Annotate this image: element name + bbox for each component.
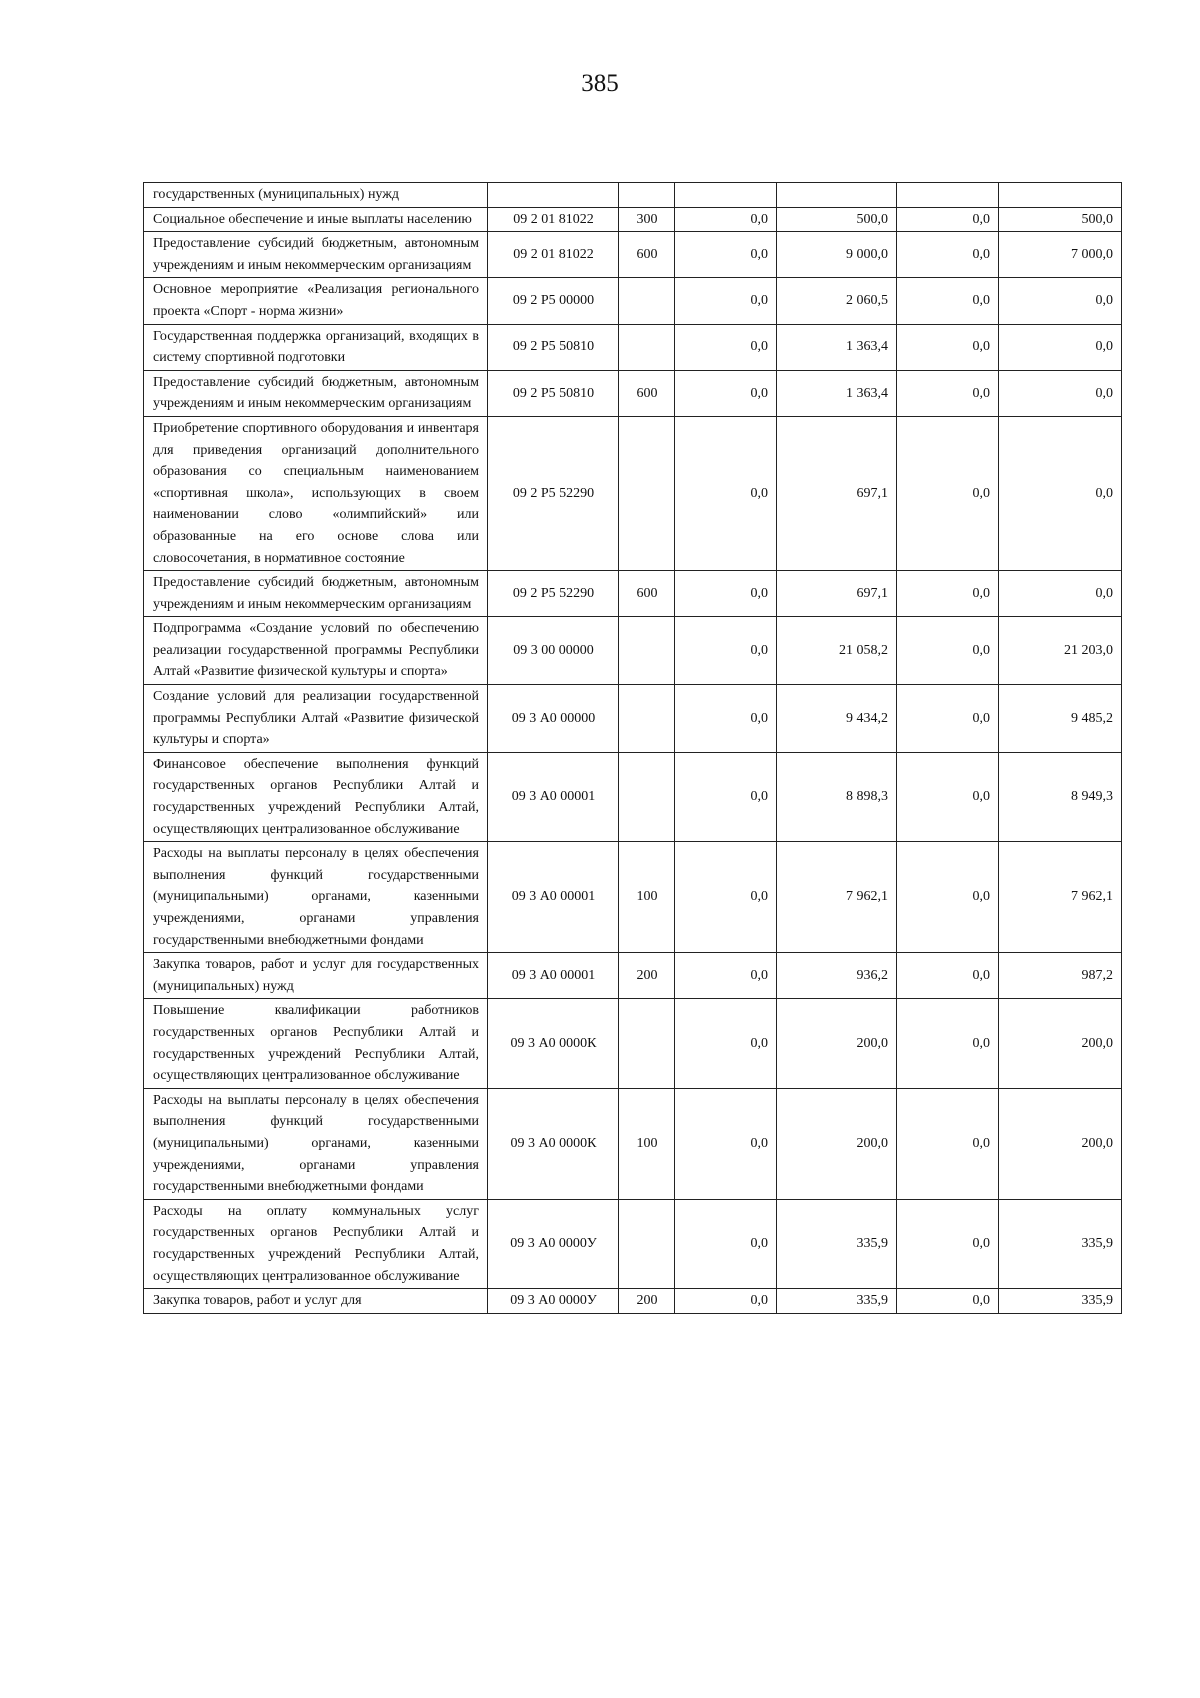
row-value-4-cell: 200,0: [999, 999, 1122, 1088]
row-value-1-cell: 0,0: [675, 752, 777, 841]
row-value-1-cell: 0,0: [675, 278, 777, 324]
row-value-1-cell: 0,0: [675, 416, 777, 570]
row-value-2-cell: 335,9: [777, 1199, 897, 1288]
row-code-cell: 09 3 А0 0000К: [488, 999, 619, 1088]
row-expense-type-cell: [619, 1199, 675, 1288]
row-expense-type-cell: [619, 183, 675, 208]
row-code-cell: 09 2 01 81022: [488, 207, 619, 232]
row-code-cell: 09 3 А0 0000У: [488, 1199, 619, 1288]
budget-table: [143, 182, 1122, 1314]
row-value-3-cell: 0,0: [897, 571, 999, 617]
row-value-3-cell: 0,0: [897, 999, 999, 1088]
table-row: [144, 953, 1122, 999]
row-expense-type-cell: [619, 617, 675, 685]
row-name-cell: Социальное обеспечение и иные выплаты населению: [144, 207, 488, 232]
table-row: [144, 324, 1122, 370]
row-value-3-cell: 0,0: [897, 1199, 999, 1288]
row-value-4-cell: 0,0: [999, 370, 1122, 416]
table-row: [144, 842, 1122, 953]
row-name-cell: Закупка товаров, работ и услуг для государственных (муниципальных) нужд: [144, 953, 488, 999]
row-value-2-cell: 697,1: [777, 416, 897, 570]
row-value-3-cell: 0,0: [897, 685, 999, 753]
row-value-2-cell: 7 962,1: [777, 842, 897, 953]
row-name-cell: Приобретение спортивного оборудования и инвентаря для приведения организаций дополнительного образования со специальным наименованием «спортивная школа», использующих в своем наименовании слово «олимпийский» или образованные на его основе слова или словосочетания, в нормативное состояние: [144, 416, 488, 570]
row-name-cell: государственных (муниципальных) нужд: [144, 183, 488, 208]
row-code-cell: 09 2 P5 00000: [488, 278, 619, 324]
row-value-3-cell: 0,0: [897, 232, 999, 278]
row-value-1-cell: 0,0: [675, 571, 777, 617]
row-code-cell: 09 3 А0 00000: [488, 685, 619, 753]
row-value-3-cell: 0,0: [897, 953, 999, 999]
row-value-4-cell: 335,9: [999, 1199, 1122, 1288]
row-expense-type-cell: 600: [619, 571, 675, 617]
row-code-cell: 09 3 А0 00001: [488, 752, 619, 841]
row-expense-type-cell: 100: [619, 842, 675, 953]
row-value-4-cell: 0,0: [999, 324, 1122, 370]
row-code-cell: 09 2 P5 50810: [488, 324, 619, 370]
row-expense-type-cell: [619, 999, 675, 1088]
table-row: [144, 571, 1122, 617]
row-value-4-cell: 7 000,0: [999, 232, 1122, 278]
row-code-cell: 09 3 А0 0000У: [488, 1289, 619, 1314]
row-expense-type-cell: [619, 416, 675, 570]
page-number: 385: [581, 70, 619, 97]
row-value-1-cell: 0,0: [675, 370, 777, 416]
row-value-4-cell: 0,0: [999, 571, 1122, 617]
row-name-cell: Расходы на выплаты персоналу в целях обеспечения выполнения функций государственными (муниципальными) органами, казенными учреждениями, органами управления государственными внебюджетными фондами: [144, 842, 488, 953]
row-value-1-cell: 0,0: [675, 1289, 777, 1314]
row-value-1-cell: 0,0: [675, 1199, 777, 1288]
row-name-cell: Финансовое обеспечение выполнения функций государственных органов Республики Алтай и государственных учреждений Республики Алтай, осуществляющих централизованное обслуживание: [144, 752, 488, 841]
table-row: [144, 1289, 1122, 1314]
row-code-cell: 09 3 А0 00001: [488, 842, 619, 953]
row-expense-type-cell: [619, 278, 675, 324]
row-value-2-cell: 1 363,4: [777, 324, 897, 370]
row-value-2-cell: 936,2: [777, 953, 897, 999]
row-code-cell: 09 2 P5 52290: [488, 571, 619, 617]
row-value-3-cell: 0,0: [897, 207, 999, 232]
row-name-cell: Расходы на оплату коммунальных услуг государственных органов Республики Алтай и государственных учреждений Республики Алтай, осуществляющих централизованное обслуживание: [144, 1199, 488, 1288]
row-value-1-cell: 0,0: [675, 685, 777, 753]
row-name-cell: Предоставление субсидий бюджетным, автономным учреждениям и иным некоммерческим организациям: [144, 232, 488, 278]
row-value-2-cell: 9 000,0: [777, 232, 897, 278]
row-code-cell: 09 2 01 81022: [488, 232, 619, 278]
table-row: [144, 370, 1122, 416]
row-name-cell: Закупка товаров, работ и услуг для: [144, 1289, 488, 1314]
row-value-3-cell: 0,0: [897, 752, 999, 841]
row-value-1-cell: 0,0: [675, 617, 777, 685]
table-row: [144, 617, 1122, 685]
row-value-3-cell: 0,0: [897, 416, 999, 570]
row-value-1-cell: 0,0: [675, 207, 777, 232]
row-value-3-cell: [897, 183, 999, 208]
row-value-4-cell: 0,0: [999, 278, 1122, 324]
row-value-2-cell: 8 898,3: [777, 752, 897, 841]
row-name-cell: Подпрограмма «Создание условий по обеспечению реализации государственной программы Республики Алтай «Развитие физической культуры и спорта»: [144, 617, 488, 685]
row-expense-type-cell: 300: [619, 207, 675, 232]
table-row: [144, 752, 1122, 841]
table-row: [144, 999, 1122, 1088]
row-name-cell: Предоставление субсидий бюджетным, автономным учреждениям и иным некоммерческим организациям: [144, 571, 488, 617]
row-value-1-cell: 0,0: [675, 953, 777, 999]
row-value-3-cell: 0,0: [897, 617, 999, 685]
row-code-cell: 09 3 А0 0000К: [488, 1088, 619, 1199]
row-value-4-cell: 200,0: [999, 1088, 1122, 1199]
row-value-4-cell: 987,2: [999, 953, 1122, 999]
table-row: [144, 183, 1122, 208]
row-value-2-cell: 1 363,4: [777, 370, 897, 416]
row-value-4-cell: 335,9: [999, 1289, 1122, 1314]
row-value-4-cell: 7 962,1: [999, 842, 1122, 953]
row-value-4-cell: 0,0: [999, 416, 1122, 570]
row-value-3-cell: 0,0: [897, 324, 999, 370]
row-value-2-cell: 2 060,5: [777, 278, 897, 324]
row-name-cell: Расходы на выплаты персоналу в целях обеспечения выполнения функций государственными (муниципальными) органами, казенными учреждениями, органами управления государственными внебюджетными фондами: [144, 1088, 488, 1199]
row-value-1-cell: 0,0: [675, 232, 777, 278]
row-expense-type-cell: 100: [619, 1088, 675, 1199]
row-expense-type-cell: [619, 324, 675, 370]
row-expense-type-cell: [619, 685, 675, 753]
table-row: [144, 1088, 1122, 1199]
row-code-cell: 09 2 P5 52290: [488, 416, 619, 570]
row-expense-type-cell: [619, 752, 675, 841]
row-value-2-cell: 200,0: [777, 1088, 897, 1199]
row-value-4-cell: [999, 183, 1122, 208]
row-value-4-cell: 9 485,2: [999, 685, 1122, 753]
row-name-cell: Государственная поддержка организаций, входящих в систему спортивной подготовки: [144, 324, 488, 370]
row-value-2-cell: 697,1: [777, 571, 897, 617]
table-row: [144, 1199, 1122, 1288]
row-value-1-cell: 0,0: [675, 1088, 777, 1199]
row-value-3-cell: 0,0: [897, 278, 999, 324]
row-expense-type-cell: 600: [619, 232, 675, 278]
table-row: [144, 416, 1122, 570]
row-name-cell: Создание условий для реализации государственной программы Республики Алтай «Развитие физической культуры и спорта»: [144, 685, 488, 753]
row-value-4-cell: 8 949,3: [999, 752, 1122, 841]
row-value-4-cell: 500,0: [999, 207, 1122, 232]
row-code-cell: 09 3 А0 00001: [488, 953, 619, 999]
row-value-2-cell: 200,0: [777, 999, 897, 1088]
table-row: [144, 278, 1122, 324]
row-value-1-cell: 0,0: [675, 842, 777, 953]
row-value-3-cell: 0,0: [897, 370, 999, 416]
row-name-cell: Предоставление субсидий бюджетным, автономным учреждениям и иным некоммерческим организациям: [144, 370, 488, 416]
row-value-2-cell: 21 058,2: [777, 617, 897, 685]
row-value-2-cell: 500,0: [777, 207, 897, 232]
row-name-cell: Повышение квалификации работников государственных органов Республики Алтай и государственных учреждений Республики Алтай, осуществляющих централизованное обслуживание: [144, 999, 488, 1088]
table-row: [144, 232, 1122, 278]
row-value-3-cell: 0,0: [897, 842, 999, 953]
row-code-cell: 09 2 P5 50810: [488, 370, 619, 416]
row-value-2-cell: 9 434,2: [777, 685, 897, 753]
row-value-3-cell: 0,0: [897, 1289, 999, 1314]
row-value-1-cell: 0,0: [675, 324, 777, 370]
row-code-cell: [488, 183, 619, 208]
row-name-cell: Основное мероприятие «Реализация регионального проекта «Спорт - норма жизни»: [144, 278, 488, 324]
row-expense-type-cell: 600: [619, 370, 675, 416]
table-body: [144, 183, 1122, 1314]
row-value-1-cell: [675, 183, 777, 208]
row-value-1-cell: 0,0: [675, 999, 777, 1088]
row-expense-type-cell: 200: [619, 953, 675, 999]
row-value-4-cell: 21 203,0: [999, 617, 1122, 685]
row-expense-type-cell: 200: [619, 1289, 675, 1314]
row-value-3-cell: 0,0: [897, 1088, 999, 1199]
table-row: [144, 685, 1122, 753]
table-row: [144, 207, 1122, 232]
row-code-cell: 09 3 00 00000: [488, 617, 619, 685]
row-value-2-cell: [777, 183, 897, 208]
row-value-2-cell: 335,9: [777, 1289, 897, 1314]
